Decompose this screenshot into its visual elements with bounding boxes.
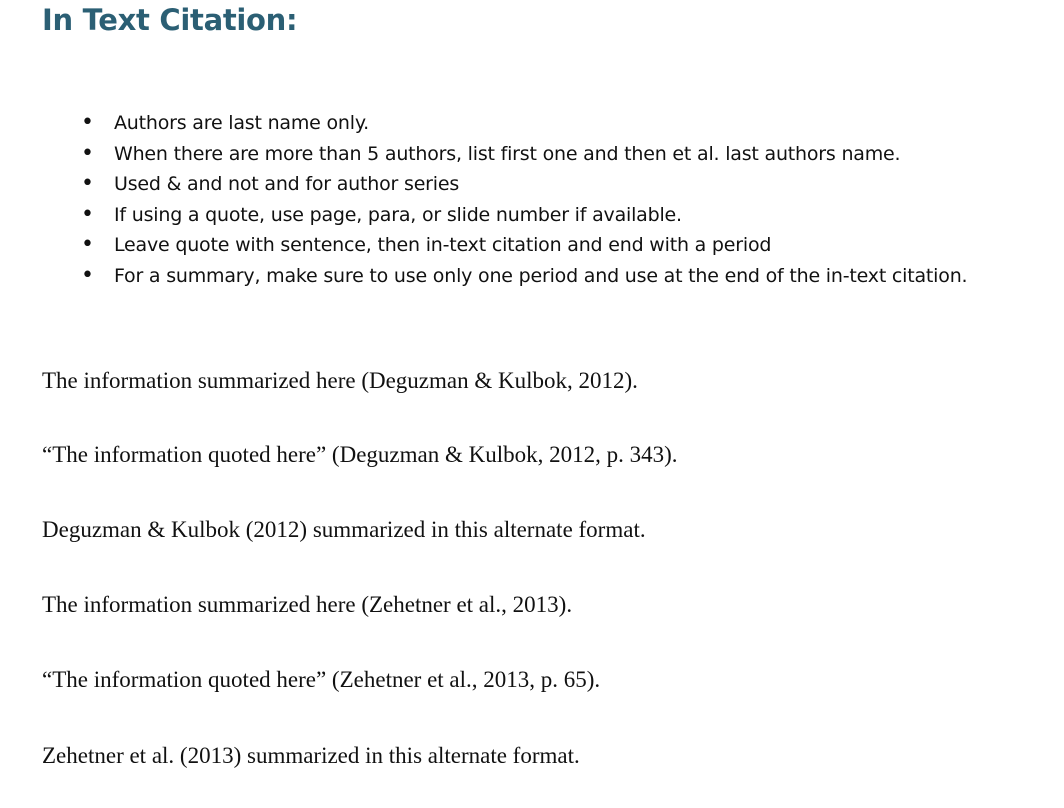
list-item — [78, 200, 978, 231]
list-item-text: When there are more than 5 authors, list first one and then et al. last authors name. — [114, 142, 901, 165]
list-item — [78, 108, 978, 139]
list-item-text: Authors are last name only. — [114, 112, 370, 134]
list-item — [78, 139, 978, 170]
list-item — [78, 169, 978, 200]
bullet-icon: • — [81, 201, 94, 227]
list-item — [78, 230, 978, 261]
list-item-text: If using a quote, use page, para, or slide number if available. — [114, 203, 682, 226]
example-quote-et-al: “The information quoted here” (Zehetner et al., 2013, p. 65). — [42, 667, 601, 692]
bullet-icon: • — [81, 171, 94, 196]
bullet-icon: • — [81, 140, 94, 166]
list-item-text: For a summary, make sure to use only one period and use at the end of the in-text citation. — [114, 264, 968, 287]
example-summary-two-authors: The information summarized here (Deguzman & Kulbok, 2012). — [42, 368, 638, 393]
list-item-text: Leave quote with sentence, then in-text citation and end with a period — [114, 234, 772, 256]
example-alternate-et-al: Zehetner et al. (2013) summarized in this alternate format. — [42, 743, 580, 768]
bullet-icon: • — [81, 232, 94, 257]
guidelines-list — [78, 108, 978, 291]
example-summary-et-al: The information summarized here (Zehetner et al., 2013). — [42, 592, 573, 617]
list-item-text: Used & and not and for author series — [114, 173, 460, 195]
example-alternate-two-authors: Deguzman & Kulbok (2012) summarized in this alternate format. — [42, 517, 646, 542]
page-title: In Text Citation: — [42, 3, 298, 37]
example-quote-two-authors: “The information quoted here” (Deguzman & Kulbok, 2012, p. 343). — [42, 442, 678, 467]
bullet-icon: • — [81, 262, 94, 288]
bullet-icon: • — [81, 110, 94, 135]
list-item — [78, 261, 978, 291]
